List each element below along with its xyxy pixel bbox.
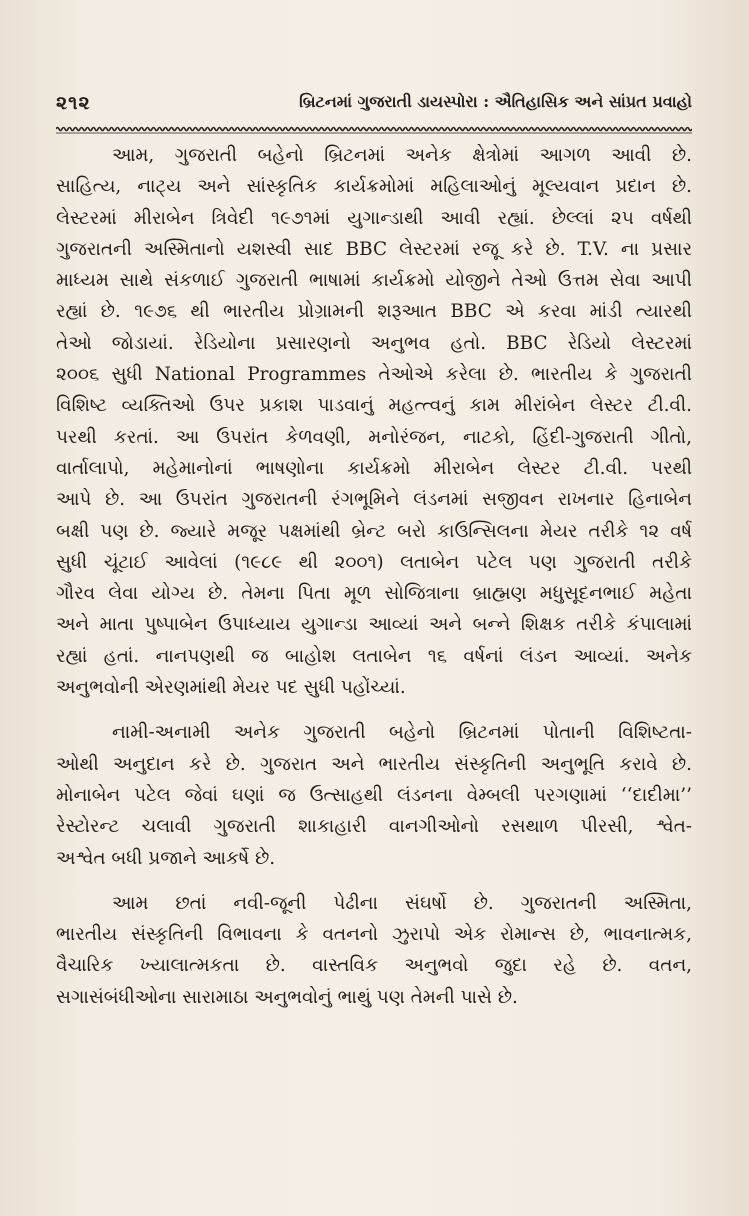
text-line: પરથી કરતાં. આ ઉપરાંત કેળવણી, મનોરંજન, નાટકો, હિંદી-ગુજરાતી ગીતો, — [56, 426, 692, 448]
text-line: સુધી ચૂંટાઈ આવેલાં (૧૯૮૯ થી ૨૦૦૧) લતાબેન પટેલ પણ ગુજરાતી તરીકે — [56, 551, 692, 573]
text-line: આપે છે. આ ઉપરાંત ગુજરાતની રંગભૂમિને લંડનમાં સજીવન રાખનાર હિનાબેન — [56, 489, 692, 511]
running-title: બ્રિટનમાં ગુજરાતી ડાયસ્પોરા : ઐતિહાસિક અને સાંપ્રત પ્રવાહો — [299, 92, 692, 111]
text-line: ગુજરાતની અસ્મિતાનો યશસ્વી સાદ BBC લેસ્ટરમાં રજૂ કરે છે. T.V. ના પ્રસાર — [56, 238, 692, 260]
text-line: ૨૦૦૬ સુધી National Programmes તેઓએ કરેલા છે. ભારતીય કે ગુજરાતી — [56, 364, 692, 386]
text-line: ભારતીય સંસ્કૃતિની વિભાવના કે વતનનો ઝુરાપો એક રોમાન્સ છે, ભાવનાત્મક, — [56, 924, 692, 946]
text-line: વૈચારિક ખ્યાલાત્મકતા છે. વાસ્તવિક અનુભવો જુદા રહે છે. વતન, — [56, 955, 692, 977]
text-line: તેઓ જોડાયાં. રેડિયોના પ્રસારણનો અનુભવ હતો. BBC રેડિયો લેસ્ટરમાં — [56, 332, 692, 354]
text-line: બક્ષી પણ છે. જ્યારે મજૂર પક્ષમાંથી બ્રેન્ટ બરો કાઉન્સિલના મેયર તરીકે ૧૨ વર્ષ — [56, 520, 692, 542]
text-line: સાહિત્ય, નાટ્ય અને સાંસ્કૃતિક કાર્યક્રમોમાં મહિલાઓનું મૂલ્યવાન પ્રદાન છે. — [56, 176, 692, 198]
text-line: અશ્વેત બધી પ્રજાને આકર્ષે છે. — [56, 847, 276, 869]
text-line: ગૌરવ લેવા યોગ્ય છે. તેમના પિતા મૂળ સોજિત્રાના બ્રાહ્મણ મધુસૂદનભાઈ મહેતા — [56, 583, 692, 605]
text-line: આમ, ગુજરાતી બહેનો બ્રિટનમાં અનેક ક્ષેત્રોમાં આગળ આવી છે. — [112, 145, 692, 166]
text-line: સગાસંબંધીઓના સારામાઠા અનુભવોનું ભાથું પણ તેમની પાસે છે. — [56, 986, 518, 1008]
text-line: નામી-અનામી અનેક ગુજરાતી બહેનો બ્રિટનમાં પોતાની વિશિષ્ટતા- — [112, 722, 692, 744]
text-line: આમ છતાં નવી-જૂની પેઢીના સંઘર્ષો છે. ગુજરાતની અસ્મિતા, — [112, 892, 692, 914]
paragraph-3 — [56, 888, 692, 1013]
text-line: રહ્યાં છે. ૧૯૭૬ થી ભારતીય પ્રોગ્રામની શરૂઆત BBC એ કરવા માંડી ત્યારથી — [56, 301, 692, 323]
text-line: લેસ્ટરમાં મીરાબેન ત્રિવેદી ૧૯૭૧માં યુગાન્ડાથી આવી રહ્યાં. છેલ્લાં ૨૫ વર્ષથી — [56, 207, 692, 229]
text-line: વાર્તાલાપો, મહેમાનોનાં ભાષણોના કાર્યક્રમો મીરાબેન લેસ્ટર ટી.વી. પરથી — [56, 457, 692, 479]
paragraph-1 — [56, 140, 692, 703]
paragraph-2 — [56, 717, 692, 873]
text-line: અનુભવોની એરણમાંથી મેયર પદ સુધી પહોંચ્યાં. — [56, 677, 406, 699]
text-line: માધ્યમ સાથે સંકળાઈ ગુજરાતી ભાષામાં કાર્યક્રમો યોજીને તેઓ ઉત્તમ સેવા આપી — [56, 270, 692, 292]
header-divider — [56, 126, 692, 134]
text-line: અને માતા પુષ્પાબેન ઉપાધ્યાય યુગાન્ડા આવ્યાં અને બન્ને શિક્ષક તરીકે કંપાલામાં — [56, 614, 692, 636]
body-text — [56, 140, 692, 1013]
text-line: મોનાબેન પટેલ જેવાં ઘણાં જ ઉત્સાહથી લંડનના વેમ્બલી પરગણામાં ‘‘દાદીમા’’ — [56, 784, 692, 806]
text-line: રહ્યાં હતાં. નાનપણથી જ બાહોશ લતાબેન ૧૬ વર્ષનાં લંડન આવ્યાં. અનેક — [56, 645, 692, 667]
page-number: ૨૧૨ — [56, 92, 91, 114]
text-line: રેસ્ટોરન્ટ ચલાવી ગુજરાતી શાકાહારી વાનગીઓનો રસથાળ પીરસી, શ્વેત- — [56, 816, 692, 838]
text-line: ઓથી અનુદાન કરે છે. ગુજરાત અને ભારતીય સંસ્કૃતિની અનુભૂતિ કરાવે છે. — [56, 753, 692, 775]
text-line: વિશિષ્ટ વ્યક્તિઓ ઉપર પ્રકાશ પાડવાનું મહત્ત્વનું કામ મીરાંબેન લેસ્ટર ટી.વી. — [56, 395, 692, 417]
page-header — [56, 92, 692, 122]
